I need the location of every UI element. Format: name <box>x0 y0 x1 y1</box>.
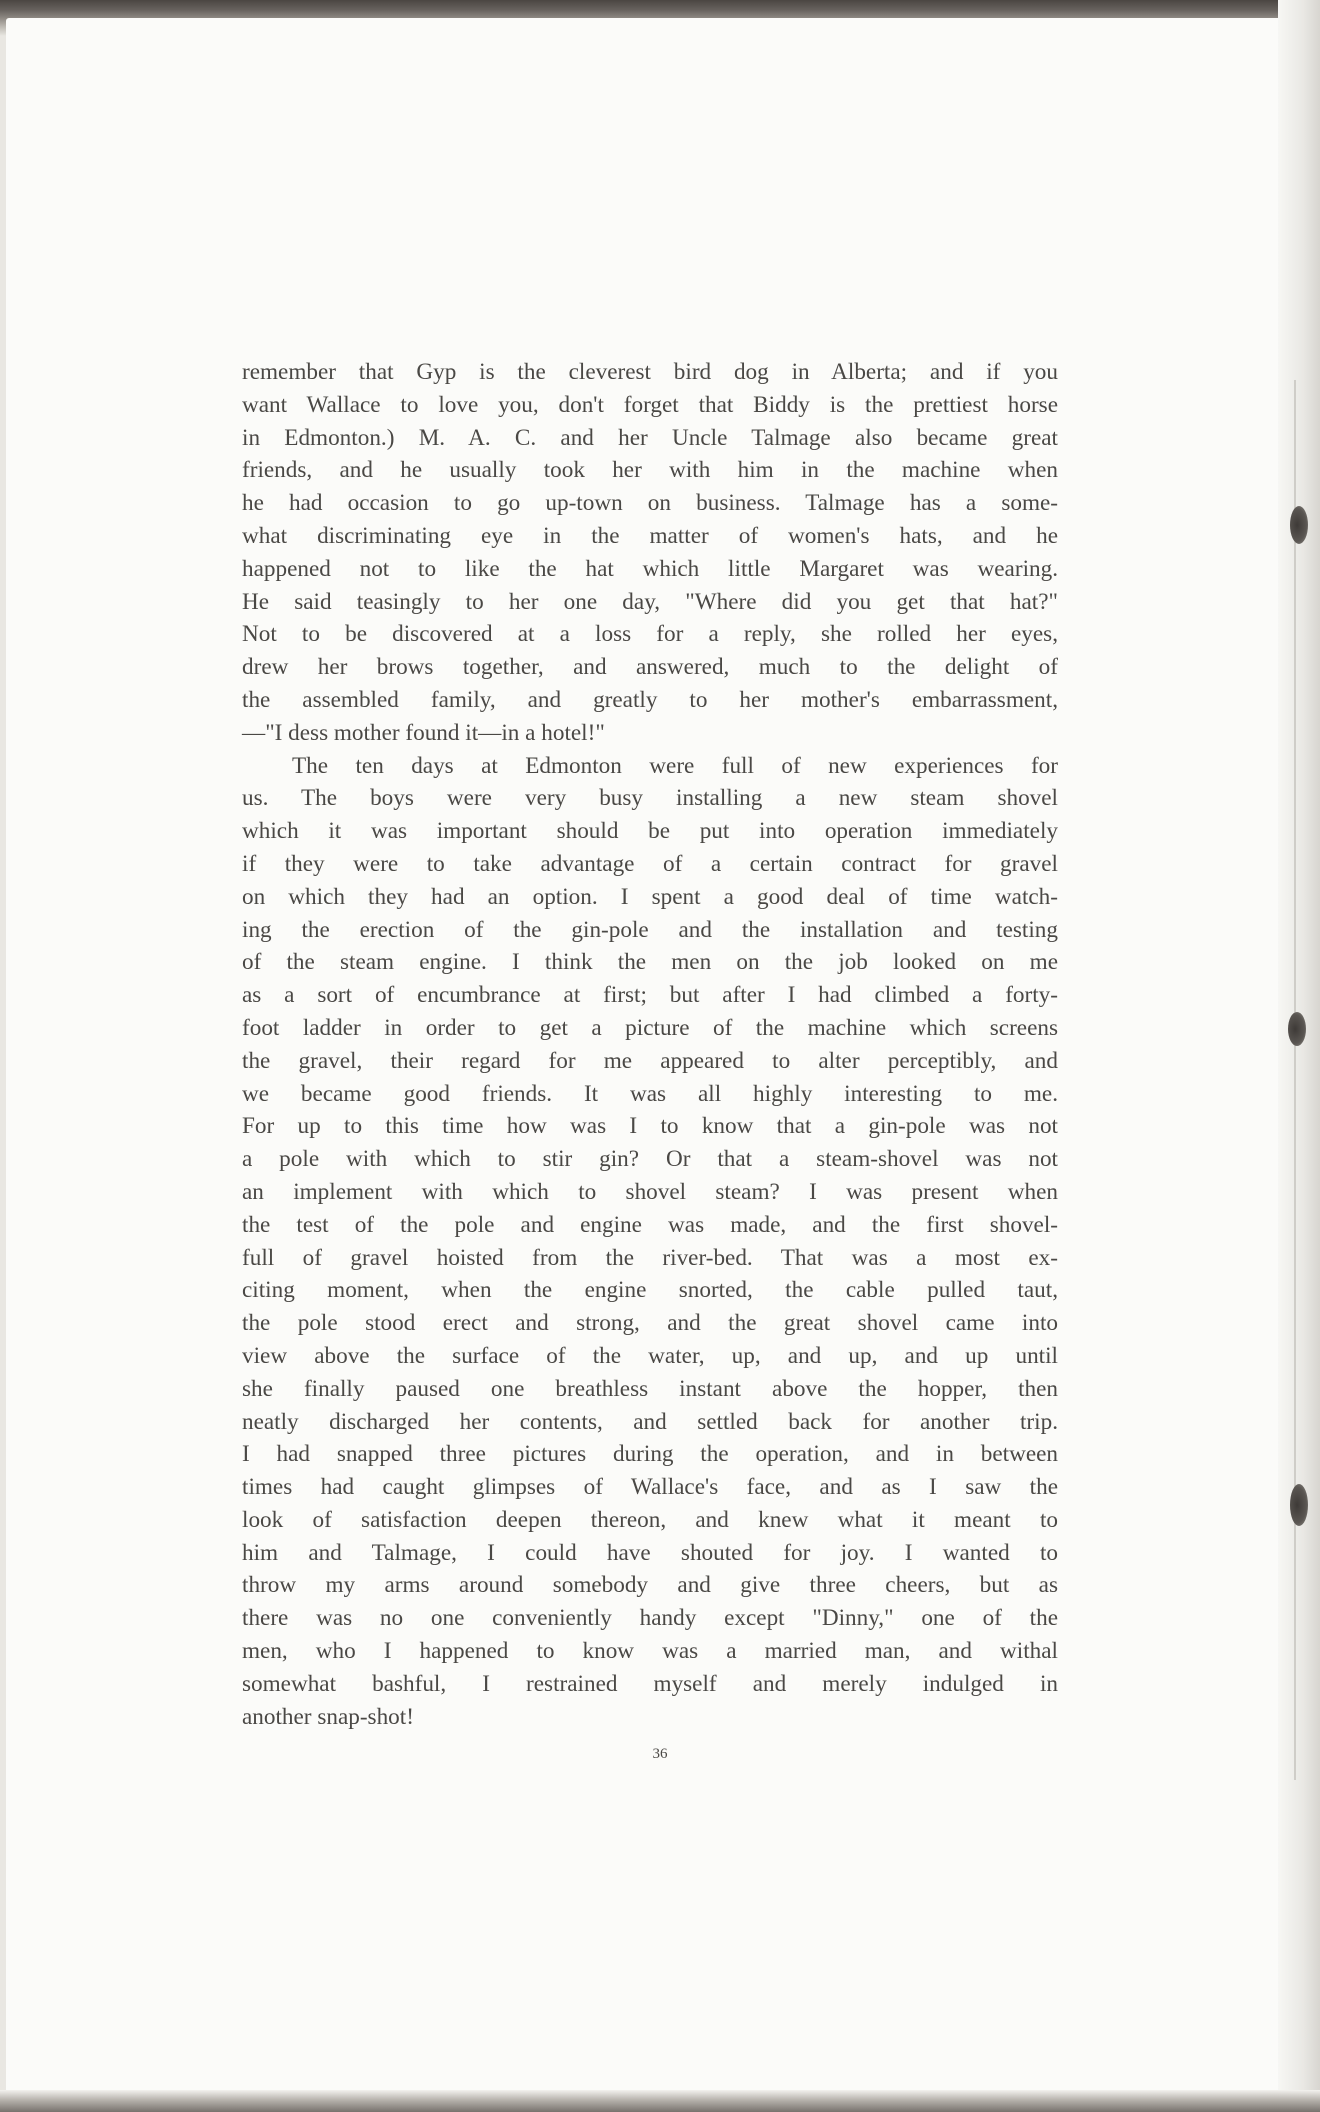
text-line: For up to this time how was I to know that a gin-pole was not <box>242 1113 1058 1140</box>
scan-bottom-edge <box>0 2090 1320 2112</box>
text-line: an implement with which to shovel steam? I was present when <box>242 1178 1058 1205</box>
text-line: of the steam engine. I think the men on the job looked on me <box>242 949 1058 976</box>
body-text <box>242 356 1058 1733</box>
text-line: The ten days at Edmonton were full of new experiences for <box>292 752 1058 779</box>
paragraph <box>242 356 1058 750</box>
text-line: what discriminating eye in the matter of women's hats, and he <box>242 522 1058 549</box>
text-line: times had caught glimpses of Wallace's face, and as I saw the <box>242 1474 1058 1501</box>
text-line: us. The boys were very busy installing a new steam shovel <box>242 785 1058 812</box>
text-line: view above the surface of the water, up, and up, and up until <box>242 1342 1058 1369</box>
text-line: in Edmonton.) M. A. C. and her Uncle Talmage also became great <box>242 424 1058 451</box>
text-line: drew her brows together, and answered, much to the delight of <box>242 654 1058 681</box>
text-line: another snap-shot! <box>242 1703 414 1730</box>
text-line: full of gravel hoisted from the river-bed. That was a most ex- <box>242 1244 1058 1271</box>
text-line: the test of the pole and engine was made, and the first shovel- <box>242 1211 1058 1238</box>
page-edge-shadow <box>1278 0 1320 2112</box>
text-line: happened not to like the hat which little Margaret was wearing. <box>242 555 1058 582</box>
text-line: if they were to take advantage of a certain contract for gravel <box>242 850 1058 877</box>
text-line: Not to be discovered at a loss for a reply, she rolled her eyes, <box>242 621 1058 648</box>
text-line: he had occasion to go up-town on business. Talmage has a some- <box>242 490 1058 517</box>
page-edge-line <box>1294 380 1296 1780</box>
text-line: He said teasingly to her one day, "Where did you get that hat?" <box>242 588 1058 615</box>
text-line: I had snapped three pictures during the operation, and in between <box>242 1441 1058 1468</box>
text-line: want Wallace to love you, don't forget that Biddy is the prettiest horse <box>242 391 1058 418</box>
text-line: foot ladder in order to get a picture of the machine which screens <box>242 1014 1058 1041</box>
text-line: citing moment, when the engine snorted, the cable pulled taut, <box>242 1277 1058 1304</box>
text-line: there was no one conveniently handy except "Dinny," one of the <box>242 1605 1058 1632</box>
text-line: ing the erection of the gin-pole and the installation and testing <box>242 916 1058 943</box>
text-line: —"I dess mother found it—in a hotel!" <box>242 719 605 746</box>
text-line: as a sort of encumbrance at first; but after I had climbed a forty- <box>242 982 1058 1009</box>
text-line: the assembled family, and greatly to her mother's embarrassment, <box>242 686 1058 713</box>
text-line: somewhat bashful, I restrained myself and merely indulged in <box>242 1670 1058 1697</box>
text-line: throw my arms around somebody and give three cheers, but as <box>242 1572 1058 1599</box>
binding-hole-bottom <box>1290 1484 1308 1526</box>
binding-hole-middle <box>1288 1012 1306 1046</box>
paragraph <box>242 750 1058 1734</box>
text-line: on which they had an option. I spent a good deal of time watch- <box>242 883 1058 910</box>
text-line: look of satisfaction deepen thereon, and knew what it meant to <box>242 1506 1058 1533</box>
text-line: friends, and he usually took her with him in the machine when <box>242 457 1058 484</box>
text-line: him and Talmage, I could have shouted for joy. I wanted to <box>242 1539 1058 1566</box>
text-line: the gravel, their regard for me appeared to alter perceptibly, and <box>242 1047 1058 1074</box>
text-line: neatly discharged her contents, and settled back for another trip. <box>242 1408 1058 1435</box>
text-line: remember that Gyp is the cleverest bird dog in Alberta; and if you <box>242 359 1058 385</box>
page-number: 36 <box>652 1746 668 1762</box>
text-line: a pole with which to stir gin? Or that a steam-shovel was not <box>242 1146 1058 1173</box>
text-line: we became good friends. It was all highly interesting to me. <box>242 1080 1058 1107</box>
binding-hole-top <box>1290 506 1308 544</box>
text-line: the pole stood erect and strong, and the great shovel came into <box>242 1310 1058 1337</box>
text-line: men, who I happened to know was a married man, and withal <box>242 1638 1058 1665</box>
text-line: which it was important should be put into operation immediately <box>242 818 1058 845</box>
text-line: she finally paused one breathless instant above the hopper, then <box>242 1375 1058 1402</box>
